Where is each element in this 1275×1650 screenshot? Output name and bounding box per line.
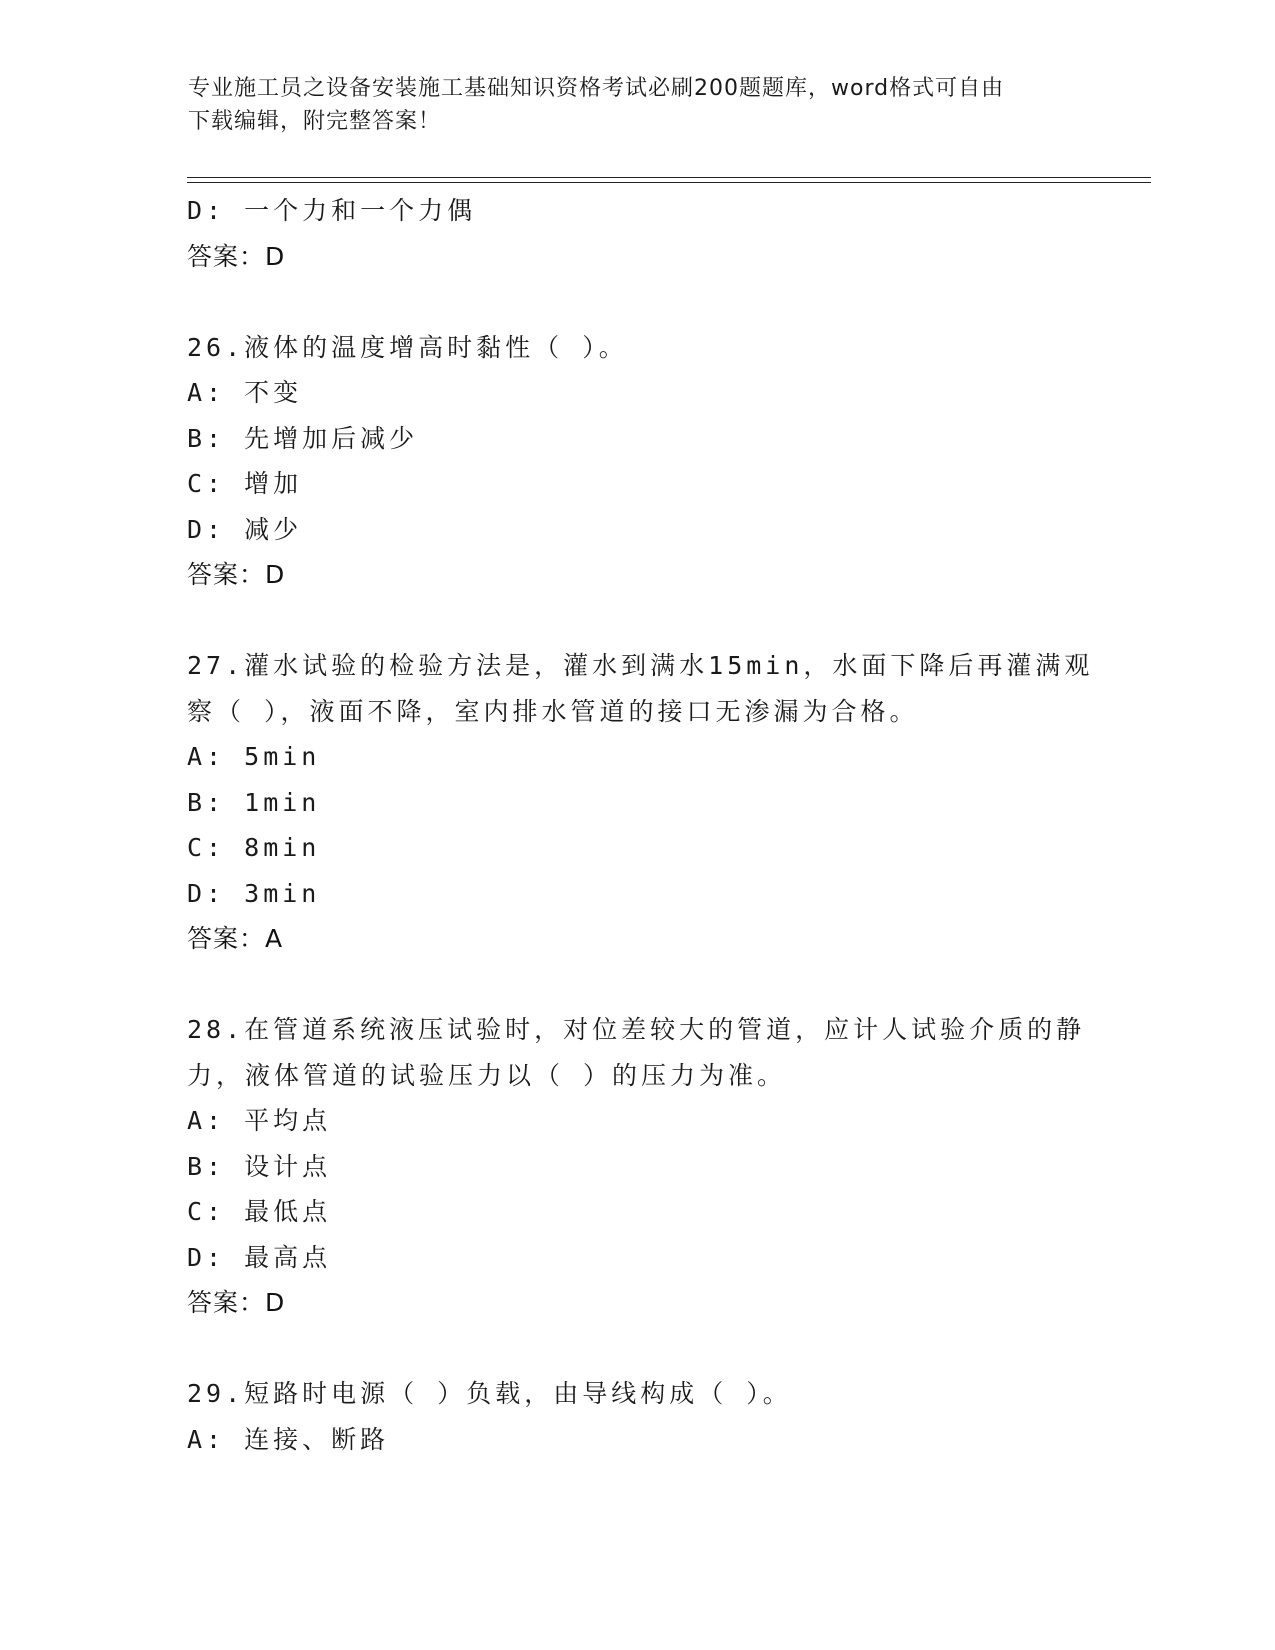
answer-line: 答案：D [187, 560, 286, 589]
question-stem-continued: 察（ ），液面不降，室内排水管道的接口无渗漏为合格。 [187, 696, 919, 726]
option-d: D: 一个力和一个力偶 [187, 196, 477, 225]
question-stem: 29.短路时电源（ ）负载，由导线构成（ ）。 [187, 1379, 792, 1408]
option-b: B: 1min [187, 787, 321, 817]
question-27 [187, 643, 1094, 962]
question-stem: 26.液体的温度增高时黏性（ ）。 [187, 332, 628, 362]
answer-line: 答案：D [187, 1288, 286, 1317]
option-c: C: 最低点 [187, 1197, 332, 1226]
option-b: B: 设计点 [187, 1151, 332, 1181]
question-29 [187, 1371, 1087, 1462]
option-a: A: 5min [187, 742, 321, 771]
question-stem-continued: 力，液体管道的试验压力以（ ）的压力为准。 [187, 1060, 787, 1090]
option-d: D: 3min [187, 878, 321, 908]
question-stem: 27.灌水试验的检验方法是，灌水到满水15min，水面下降后再灌满观 [187, 651, 1094, 680]
question-25-tail [187, 188, 1087, 279]
header-line-1: 专业施工员之设备安装施工基础知识资格考试必刷200题题库，word格式可自由 [188, 76, 1005, 101]
option-d: D: 最高点 [187, 1242, 332, 1272]
question-list [187, 188, 1094, 1462]
question-26 [187, 325, 1087, 598]
question-stem: 28.在管道系统液压试验时，对位差较大的管道，应计人试验介质的静 [187, 1015, 1086, 1044]
answer-line: 答案：D [187, 241, 286, 271]
spacer [187, 1326, 1087, 1372]
spacer [187, 962, 1087, 1008]
page-header [188, 72, 1068, 138]
option-c: C: 增加 [187, 469, 303, 498]
option-d: D: 减少 [187, 514, 303, 544]
option-a: A: 平均点 [187, 1106, 332, 1135]
option-c: C: 8min [187, 833, 321, 862]
header-rule-bottom [187, 182, 1151, 183]
question-28 [187, 1007, 1087, 1326]
spacer [187, 279, 1087, 325]
spacer [187, 598, 1087, 644]
answer-line: 答案：A [187, 924, 284, 953]
header-line-2: 下载编辑，附完整答案！ [188, 109, 442, 134]
option-b: B: 先增加后减少 [187, 423, 419, 453]
option-a: A: 不变 [187, 378, 303, 407]
option-a: A: 连接、断路 [187, 1424, 390, 1454]
header-rule-top [187, 177, 1151, 178]
